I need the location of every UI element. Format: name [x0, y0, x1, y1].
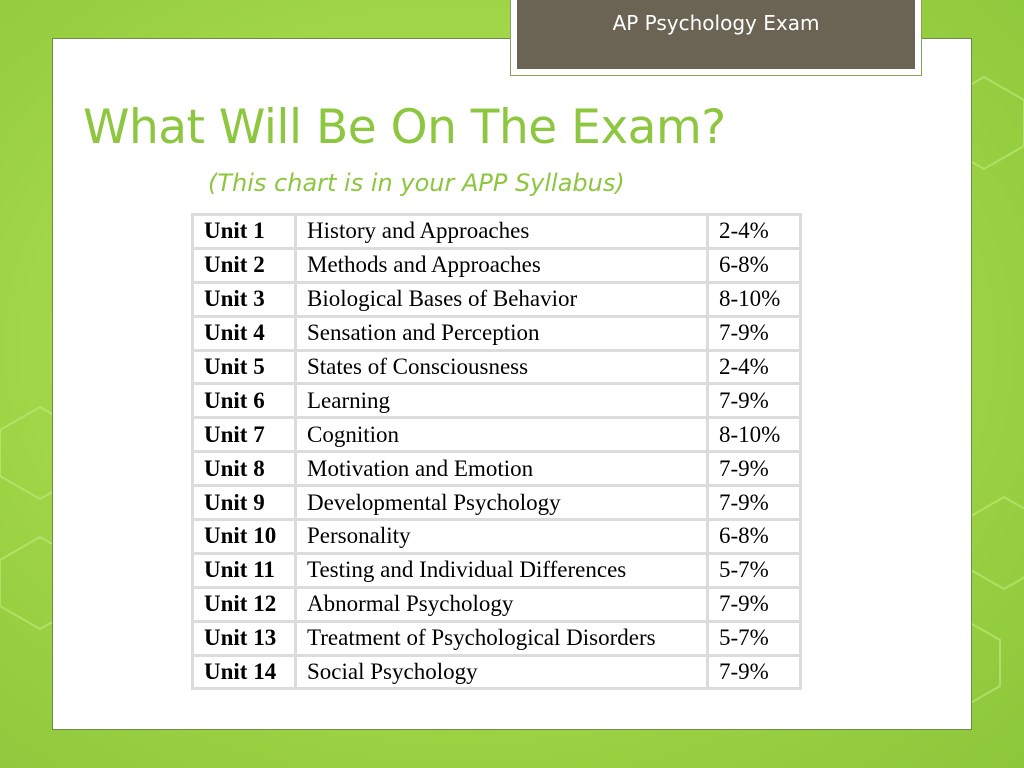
- unit-number: Unit 6: [193, 384, 296, 418]
- exam-weight: 5-7%: [708, 621, 801, 655]
- table-row: [193, 350, 801, 384]
- exam-label: AP Psychology Exam: [517, 0, 915, 69]
- table-row: [193, 215, 801, 249]
- unit-topic: Social Psychology: [296, 655, 708, 689]
- unit-number: Unit 5: [193, 350, 296, 384]
- unit-number: Unit 8: [193, 452, 296, 486]
- exam-weight: 5-7%: [708, 553, 801, 587]
- table-row: [193, 384, 801, 418]
- table-row: [193, 655, 801, 689]
- unit-number: Unit 9: [193, 486, 296, 520]
- unit-topic: Biological Bases of Behavior: [296, 282, 708, 316]
- unit-topic: History and Approaches: [296, 215, 708, 249]
- exam-weight: 7-9%: [708, 587, 801, 621]
- unit-number: Unit 14: [193, 655, 296, 689]
- unit-number: Unit 10: [193, 520, 296, 554]
- exam-weight: 7-9%: [708, 655, 801, 689]
- unit-topic: Methods and Approaches: [296, 248, 708, 282]
- unit-number: Unit 7: [193, 418, 296, 452]
- exam-weight: 7-9%: [708, 316, 801, 350]
- unit-number: Unit 3: [193, 282, 296, 316]
- exam-weight: 7-9%: [708, 486, 801, 520]
- exam-weight: 7-9%: [708, 384, 801, 418]
- slide-title: What Will Be On The Exam?: [83, 100, 726, 155]
- unit-number: Unit 11: [193, 553, 296, 587]
- unit-topic: Developmental Psychology: [296, 486, 708, 520]
- table-row: [193, 621, 801, 655]
- exam-weight: 8-10%: [708, 282, 801, 316]
- unit-topic: Personality: [296, 520, 708, 554]
- unit-number: Unit 2: [193, 248, 296, 282]
- units-table: [191, 213, 802, 690]
- table-row: [193, 282, 801, 316]
- table-row: [193, 418, 801, 452]
- unit-topic: Motivation and Emotion: [296, 452, 708, 486]
- table-row: [193, 316, 801, 350]
- table-row: [193, 587, 801, 621]
- unit-topic: Learning: [296, 384, 708, 418]
- unit-topic: Testing and Individual Differences: [296, 553, 708, 587]
- exam-weight: 6-8%: [708, 248, 801, 282]
- unit-number: Unit 12: [193, 587, 296, 621]
- table-row: [193, 553, 801, 587]
- unit-topic: Abnormal Psychology: [296, 587, 708, 621]
- table-row: [193, 520, 801, 554]
- unit-topic: Sensation and Perception: [296, 316, 708, 350]
- unit-number: Unit 1: [193, 215, 296, 249]
- unit-number: Unit 13: [193, 621, 296, 655]
- exam-weight: 2-4%: [708, 215, 801, 249]
- exam-weight: 2-4%: [708, 350, 801, 384]
- unit-topic: States of Consciousness: [296, 350, 708, 384]
- header-tab: [510, 0, 922, 76]
- slide-subtitle: (This chart is in your APP Syllabus): [208, 169, 625, 197]
- exam-weight: 8-10%: [708, 418, 801, 452]
- table-row: [193, 452, 801, 486]
- unit-topic: Treatment of Psychological Disorders: [296, 621, 708, 655]
- unit-topic: Cognition: [296, 418, 708, 452]
- unit-number: Unit 4: [193, 316, 296, 350]
- units-table-body: [193, 215, 801, 689]
- exam-weight: 6-8%: [708, 520, 801, 554]
- exam-weight: 7-9%: [708, 452, 801, 486]
- table-row: [193, 248, 801, 282]
- table-row: [193, 486, 801, 520]
